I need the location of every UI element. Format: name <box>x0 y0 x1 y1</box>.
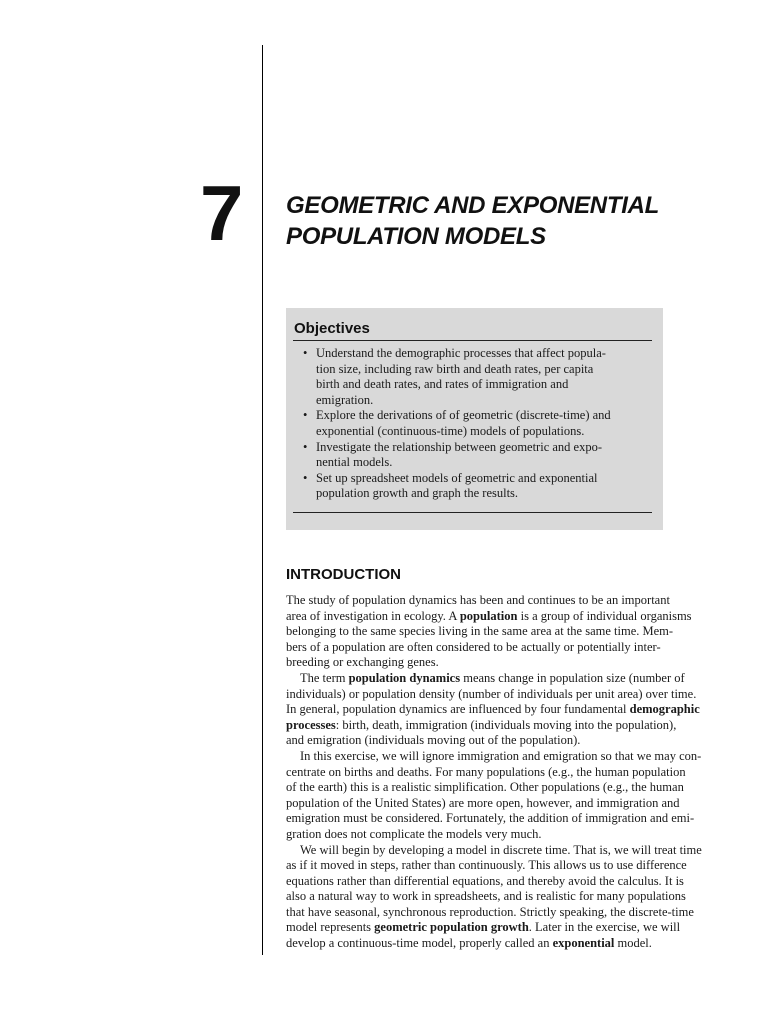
body-text: model represents <box>286 920 375 935</box>
objective-item <box>300 408 652 439</box>
body-text: : birth, death, immigration (individuals moving into the population), <box>335 717 677 732</box>
body-line: of the earth) this is a realistic simplification. Other populations (e.g., the human <box>286 780 684 795</box>
objectives-heading: Objectives <box>294 320 370 337</box>
introduction-heading: INTRODUCTION <box>286 566 401 583</box>
body-line: We will begin by developing a model in discrete time. That is, we will treat time <box>300 842 702 857</box>
body-line: as if it moved in steps, rather than continuously. This allows us to use difference <box>286 858 687 873</box>
body-line: equations rather than differential equations, and thereby avoid the calculus. It is <box>286 873 684 888</box>
chapter-title <box>286 190 706 252</box>
objectives-box <box>286 308 663 530</box>
margin-rule <box>262 45 263 955</box>
objective-line: exponential (continuous-time) models of populations. <box>316 423 585 438</box>
body-line: that have seasonal, synchronous reproduction. Strictly speaking, the discrete-time <box>286 904 694 919</box>
objective-line: Explore the derivations of of geometric (discrete-time) and <box>316 408 611 423</box>
body-line: bers of a population are often considered to be actually or potentially inter- <box>286 639 661 654</box>
objectives-top-rule <box>293 340 652 341</box>
body-line: gration does not complicate the models very much. <box>286 826 542 841</box>
body-text: In general, population dynamics are influenced by four fundamental <box>286 702 630 717</box>
bullet-icon: • <box>303 470 308 485</box>
body-text: . Later in the exercise, we will <box>528 920 681 935</box>
chapter-title-line-2: POPULATION MODELS <box>286 223 546 250</box>
body-line: population of the United States) are more open, however, and immigration and <box>286 795 680 810</box>
objective-line: tion size, including raw birth and death rates, per capita <box>316 361 594 376</box>
body-line: The study of population dynamics has been and continues to be an important <box>286 593 670 607</box>
introduction-body <box>286 593 726 952</box>
body-line: and emigration (individuals moving out of the population). <box>286 733 581 748</box>
body-line <box>286 671 726 687</box>
bullet-icon: • <box>303 439 308 454</box>
objective-line: emigration. <box>316 392 374 407</box>
body-line: emigration must be considered. Fortunately, the addition of immigration and emi- <box>286 811 695 826</box>
term-processes: processes <box>286 717 336 732</box>
term-exponential: exponential <box>552 936 615 951</box>
objective-line: Understand the demographic processes that affect popula- <box>316 346 606 360</box>
objective-line: population growth and graph the results. <box>316 486 519 501</box>
objective-item <box>300 346 652 408</box>
term-geometric-growth: geometric population growth <box>374 920 529 935</box>
body-line: individuals) or population density (number of individuals per unit area) over time. <box>286 686 697 701</box>
objective-line: Set up spreadsheet models of geometric and exponential <box>316 470 598 485</box>
body-line: also a natural way to work in spreadsheets, and is realistic for many populations <box>286 889 686 904</box>
body-line: breeding or exchanging genes. <box>286 655 439 670</box>
body-line <box>286 718 726 734</box>
bullet-icon: • <box>303 408 308 423</box>
objective-line: nential models. <box>316 455 393 470</box>
objectives-bottom-rule <box>293 512 652 513</box>
term-population-dynamics: population dynamics <box>348 670 461 685</box>
body-text: develop a continuous-time model, properly called an <box>286 936 553 951</box>
body-text: model. <box>614 936 652 951</box>
chapter-title-line-1: GEOMETRIC AND EXPONENTIAL <box>286 192 659 219</box>
body-line <box>286 936 726 952</box>
term-demographic: demographic <box>629 702 700 717</box>
term-population: population <box>459 608 518 623</box>
bullet-icon: • <box>303 346 308 360</box>
objective-line: birth and death rates, and rates of immigration and <box>316 377 569 392</box>
body-text: is a group of individual organisms <box>517 608 692 623</box>
body-line: In this exercise, we will ignore immigration and emigration so that we may con- <box>300 748 702 763</box>
body-line <box>286 609 726 625</box>
body-text: means change in population size (number of <box>460 670 685 685</box>
chapter-number: 7 <box>200 169 244 257</box>
objective-item <box>300 471 652 502</box>
objective-line: Investigate the relationship between geometric and expo- <box>316 439 603 454</box>
body-line: belonging to the same species living in the same area at the same time. Mem- <box>286 624 674 639</box>
body-line <box>286 702 726 718</box>
objective-item <box>300 440 652 471</box>
objectives-list <box>300 346 652 502</box>
body-line <box>286 920 726 936</box>
body-text: area of investigation in ecology. A <box>286 608 460 623</box>
body-line: centrate on births and deaths. For many populations (e.g., the human population <box>286 764 686 779</box>
body-text: The term <box>300 670 349 685</box>
